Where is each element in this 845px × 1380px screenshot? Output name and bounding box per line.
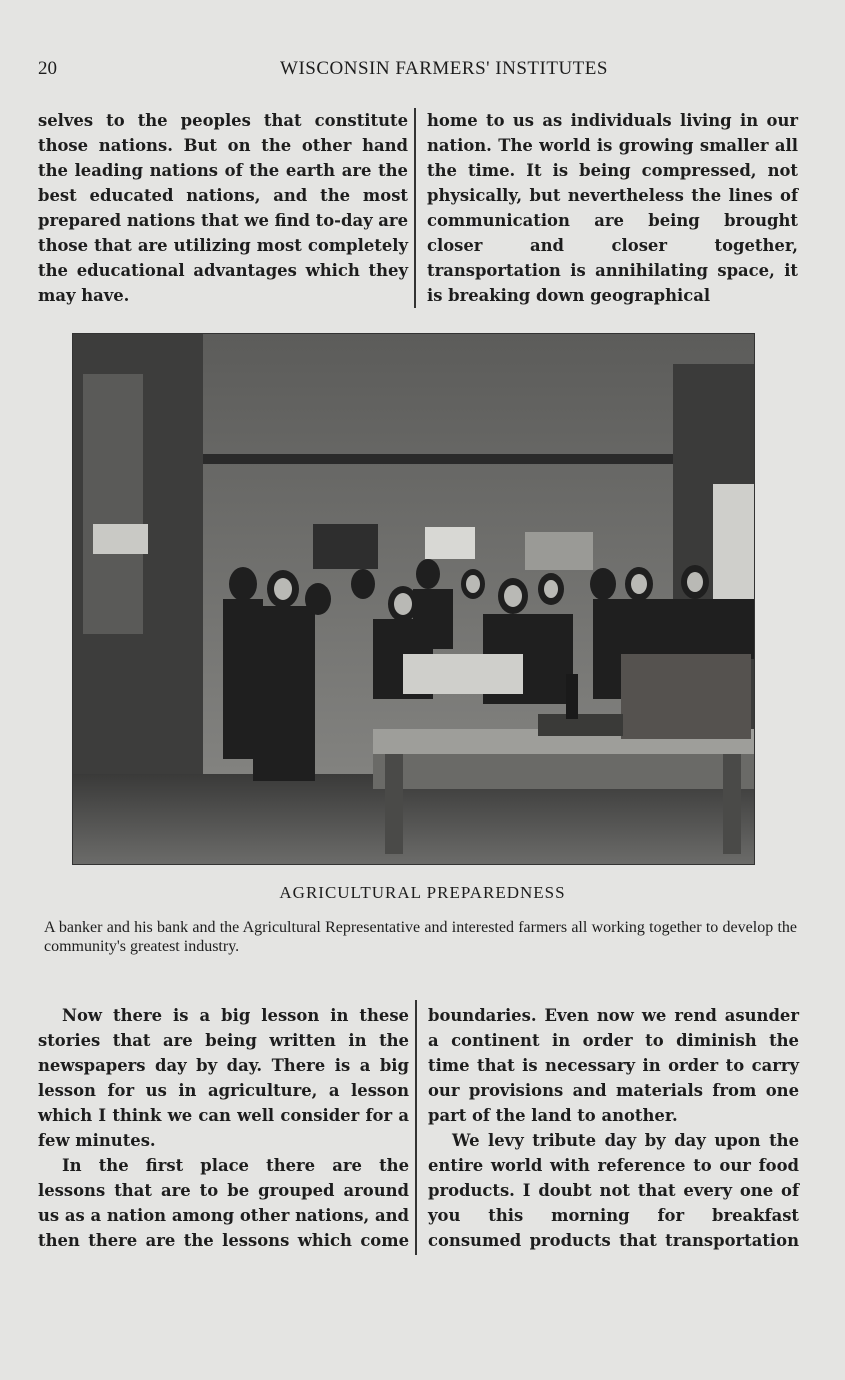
paragraph: selves to the peoples that constitute those nations. But on the other hand the leading nations of the earth are the best educated nations, and the most prepared nations that we find to-day are those that are utilizing most completely the educational advantages which they may have. <box>38 111 408 305</box>
paragraph: boundaries. Even now we rend asunder a continent in order to diminish the time that is necessary in order to carry our provisions and materials from one part of the land to another. <box>428 1006 799 1125</box>
top-right-column <box>427 108 798 308</box>
figure-title: AGRICULTURAL PREPAREDNESS <box>279 883 566 902</box>
paragraph: Now there is a big lesson in these stories that are being written in the newspapers day by day. There is a big lesson for us in agriculture, a lesson which I think we can well consider for a few minutes. <box>38 1006 409 1150</box>
bottom-right-column <box>428 1003 799 1253</box>
group-of-men-around-table-photo <box>73 334 755 865</box>
page-header <box>38 58 800 86</box>
page-number: 20 <box>38 58 57 79</box>
bottom-left-column <box>38 1003 409 1253</box>
top-left-column <box>38 108 408 308</box>
running-title: WISCONSIN FARMERS' INSTITUTES <box>280 58 608 79</box>
column-divider <box>415 1000 417 1255</box>
photograph <box>72 333 755 865</box>
paragraph: home to us as individuals living in our nation. The world is growing smaller all the time. It is being compressed, not physically, but nevertheless the lines of communication are being brought closer and closer together, transportation is annihilating space, it is breaking down geographical <box>427 111 798 305</box>
paragraph: We levy tribute day by day upon the entire world with reference to our food products. I doubt not that every one of you this morning for breakfast consumed products that transportation <box>428 1131 799 1250</box>
column-divider <box>414 108 416 308</box>
paragraph: In the first place there are the lessons that are to be grouped around us as a nation among other nations, and then there are the lessons which come <box>38 1156 409 1250</box>
figure-caption: A banker and his bank and the Agricultural Representative and interested farmers all working together to develop the community's greatest industry. <box>44 919 797 955</box>
